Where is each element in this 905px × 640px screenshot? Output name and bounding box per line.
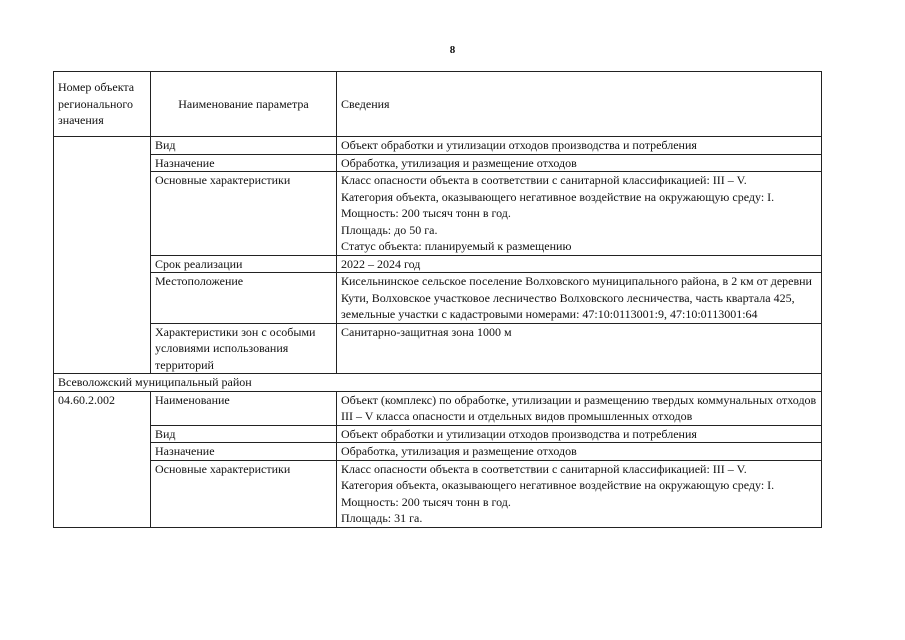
header-object-number: Номер объекта регионального значения (54, 72, 151, 137)
table-row (54, 255, 822, 273)
characteristic-line: Мощность: 200 тысяч тонн в год. (341, 206, 511, 220)
object-number-cell: 04.60.2.002 (54, 391, 151, 527)
group-row (54, 374, 822, 392)
table-row (54, 154, 822, 172)
characteristic-line: Класс опасности объекта в соответствии с санитарной классификацией: III – V. (341, 461, 747, 476)
characteristic-line: Категория объекта, оказывающего негативное воздействие на окружающую среду: I. (341, 189, 775, 204)
header-information: Сведения (337, 72, 822, 137)
value-cell: Обработка, утилизация и размещение отходов (337, 154, 822, 172)
characteristic-line: Площадь: 31 га. (341, 511, 423, 525)
regional-objects-table (53, 71, 822, 528)
object-number-cell-empty (54, 137, 151, 374)
param-cell: Вид (151, 137, 337, 155)
value-cell: 2022 – 2024 год (337, 255, 822, 273)
param-cell: Вид (151, 425, 337, 443)
value-cell: Санитарно-защитная зона 1000 м (337, 323, 822, 374)
param-cell: Назначение (151, 154, 337, 172)
table-row (54, 172, 822, 256)
table-row (54, 460, 822, 527)
header-parameter-name: Наименование параметра (151, 72, 337, 137)
param-cell: Срок реализации (151, 255, 337, 273)
value-cell: Кисельнинское сельское поселение Волховского муниципального района, в 2 км от деревни Кути, Волховское участковое лесничество Волховского лесничества, часть квартала 425, земельные участки с кадастровыми номерами: 47:10:0113001:9, 47:10:0113001:64 (337, 273, 822, 324)
value-cell: Объект (комплекс) по обработке, утилизации и размещению твердых коммунальных отходов III – V класса опасности и отдельных видов промышленных отходов (337, 391, 822, 425)
param-cell: Характеристики зон с особыми условиями использования территорий (151, 323, 337, 374)
table-row (54, 391, 822, 425)
table-row (54, 137, 822, 155)
characteristic-line: Категория объекта, оказывающего негативное воздействие на окружающую среду: I. (341, 478, 775, 492)
value-cell (337, 460, 822, 527)
characteristic-line: Мощность: 200 тысяч тонн в год. (341, 494, 511, 509)
page-number: 8 (449, 44, 456, 56)
value-cell: Объект обработки и утилизации отходов производства и потребления (337, 425, 822, 443)
param-cell: Местоположение (151, 273, 337, 324)
characteristic-line: Класс опасности объекта в соответствии с санитарной классификацией: III – V. (341, 173, 747, 187)
characteristic-line: Площадь: до 50 га. (341, 222, 438, 237)
param-cell: Наименование (151, 391, 337, 425)
value-cell (337, 172, 822, 256)
param-cell: Основные характеристики (151, 460, 337, 527)
value-cell: Объект обработки и утилизации отходов производства и потребления (337, 137, 822, 155)
table-header-row (54, 72, 822, 137)
param-cell: Основные характеристики (151, 172, 337, 256)
district-group-title: Всеволожский муниципальный район (54, 374, 822, 392)
table-row (54, 273, 822, 324)
table-row (54, 425, 822, 443)
table-row (54, 443, 822, 461)
characteristic-line: Статус объекта: планируемый к размещению (341, 239, 572, 253)
table-row (54, 323, 822, 374)
value-cell: Обработка, утилизация и размещение отходов (337, 443, 822, 461)
param-cell: Назначение (151, 443, 337, 461)
